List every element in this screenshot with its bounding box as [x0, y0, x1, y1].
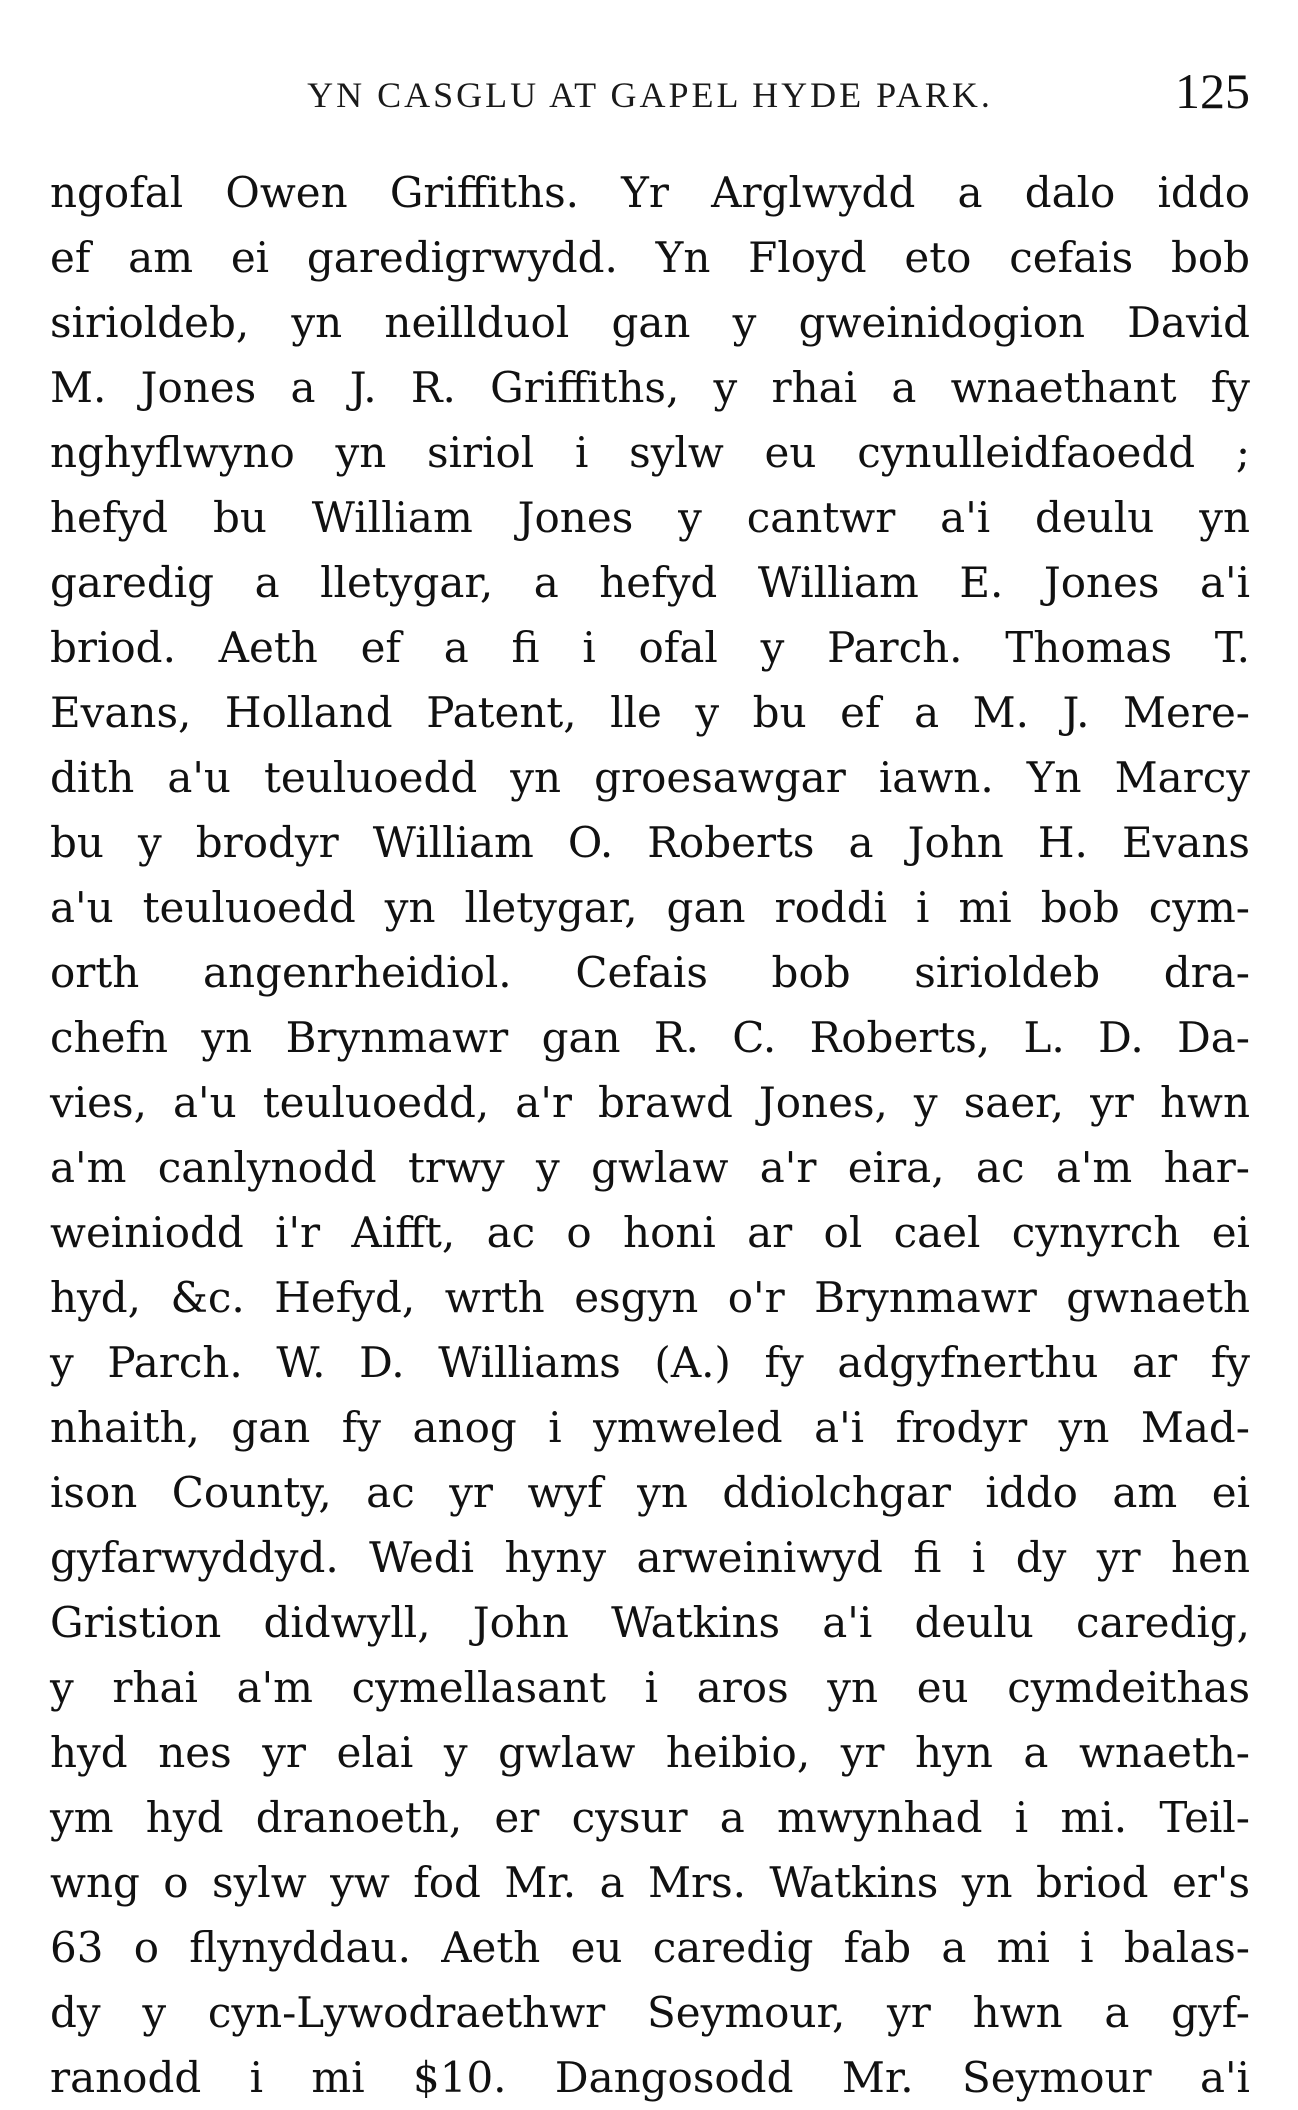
text-line: bu y brodyr William O. Roberts a John H. Evans [50, 818, 1250, 867]
text-line: ef am ei garedigrwydd. Yn Floyd eto cefais bob [50, 233, 1250, 282]
text-line: dy y cyn-Lywodraethwr Seymour, yr hwn a gyf- [50, 1988, 1250, 2037]
text-line: ranodd i mi $10. Dangosodd Mr. Seymour a'i [50, 2053, 1250, 2102]
text-line: gyfarwyddyd. Wedi hyny arweiniwyd fi i dy yr hen [50, 1533, 1250, 1582]
running-head [50, 62, 1250, 122]
text-line: y Parch. W. D. Williams (A.) fy adgyfnerthu ar fy [50, 1338, 1250, 1387]
text-line: 63 o flynyddau. Aeth eu caredig fab a mi i balas- [50, 1923, 1250, 1972]
text-line: Gristion didwyll, John Watkins a'i deulu caredig, [50, 1598, 1250, 1647]
text-line: ym hyd dranoeth, er cysur a mwynhad i mi. Teil- [50, 1793, 1250, 1842]
text-line: weiniodd i'r Aifft, ac o honi ar ol cael cynyrch ei [50, 1208, 1250, 1257]
text-line: Evans, Holland Patent, lle y bu ef a M. J. Mere- [50, 688, 1250, 737]
text-line: orth angenrheidiol. Cefais bob sirioldeb dra- [50, 948, 1250, 997]
text-line: vies, a'u teuluoedd, a'r brawd Jones, y saer, yr hwn [50, 1078, 1250, 1127]
text-line: wng o sylw yw fod Mr. a Mrs. Watkins yn briod er's [50, 1858, 1250, 1907]
text-line: hefyd bu William Jones y cantwr a'i deulu yn [50, 493, 1250, 542]
text-line: ison County, ac yr wyf yn ddiolchgar iddo am ei [50, 1468, 1250, 1517]
text-line: M. Jones a J. R. Griffiths, y rhai a wnaethant fy [50, 363, 1250, 412]
page-number: 125 [1175, 63, 1250, 119]
body-text [50, 160, 1250, 2110]
text-line: garedig a lletygar, a hefyd William E. Jones a'i [50, 558, 1250, 607]
text-line: a'u teuluoedd yn lletygar, gan roddi i mi bob cym- [50, 883, 1250, 932]
text-line: sirioldeb, yn neillduol gan y gweinidogion David [50, 298, 1250, 347]
text-line: hyd nes yr elai y gwlaw heibio, yr hyn a wnaeth- [50, 1728, 1250, 1777]
text-line: chefn yn Brynmawr gan R. C. Roberts, L. D. Da- [50, 1013, 1250, 1062]
running-title: YN CASGLU AT GAPEL HYDE PARK. [307, 75, 993, 115]
text-line: ngofal Owen Griffiths. Yr Arglwydd a dalo iddo [50, 168, 1250, 217]
text-line: nghyflwyno yn siriol i sylw eu cynulleidfaoedd ; [50, 428, 1250, 477]
text-line: nhaith, gan fy anog i ymweled a'i frodyr yn Mad- [50, 1403, 1250, 1452]
text-line: hyd, &c. Hefyd, wrth esgyn o'r Brynmawr gwnaeth [50, 1273, 1250, 1322]
text-line: dith a'u teuluoedd yn groesawgar iawn. Yn Marcy [50, 753, 1250, 802]
text-line: a'm canlynodd trwy y gwlaw a'r eira, ac a'm har- [50, 1143, 1250, 1192]
text-line: y rhai a'm cymellasant i aros yn eu cymdeithas [50, 1663, 1250, 1712]
text-line: briod. Aeth ef a fi i ofal y Parch. Thomas T. [50, 623, 1250, 672]
